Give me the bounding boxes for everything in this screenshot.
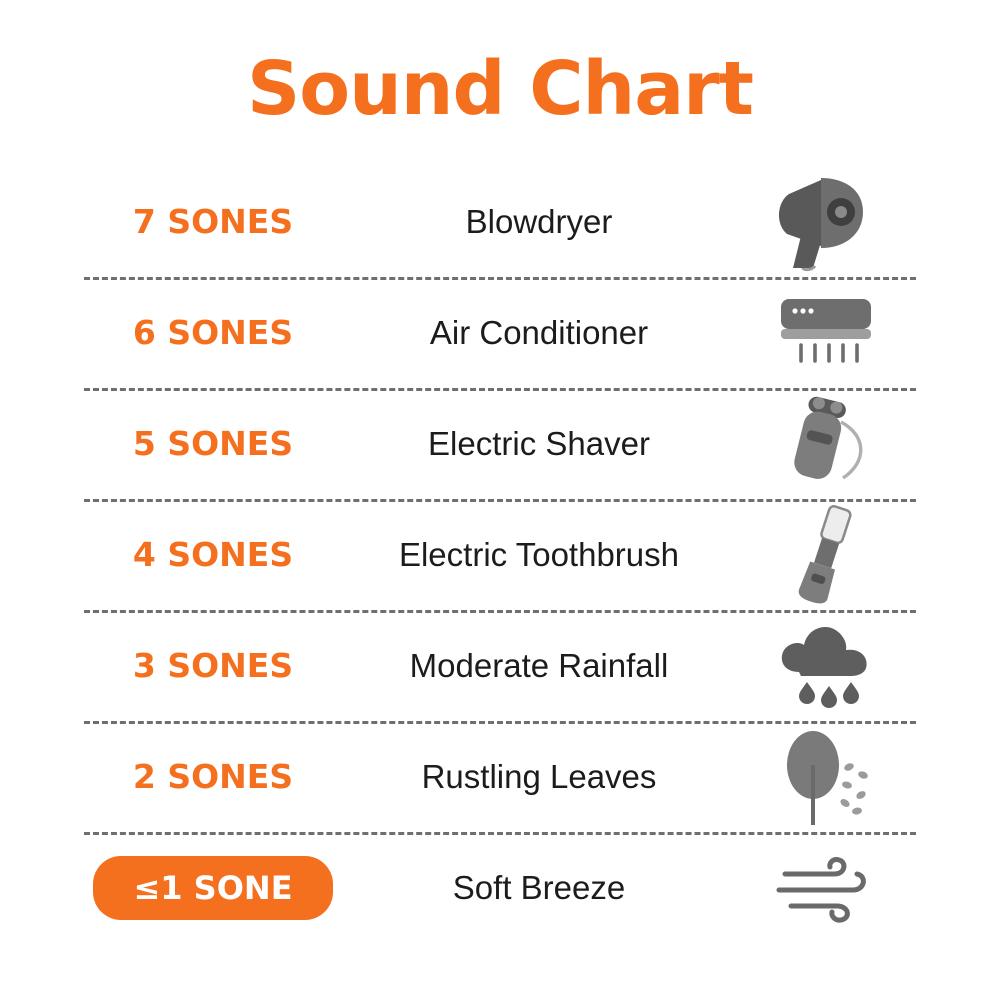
table-row <box>84 388 916 499</box>
electric-shaver-icon <box>771 392 881 496</box>
air-conditioner-icon <box>771 289 881 377</box>
sones-value: 4 SONES <box>132 535 294 574</box>
source-cell <box>342 536 736 574</box>
page-title: Sound Chart <box>246 46 754 132</box>
hairdryer-icon <box>771 172 881 272</box>
icon-cell <box>736 172 916 272</box>
rain-cloud-icon <box>771 616 881 716</box>
sones-value: 7 SONES <box>132 202 294 241</box>
table-row <box>84 166 916 277</box>
source-cell <box>342 647 736 685</box>
source-label: Electric Toothbrush <box>398 535 680 573</box>
sones-value: 6 SONES <box>132 313 294 352</box>
sones-cell <box>84 535 342 574</box>
icon-cell <box>736 289 916 377</box>
source-label: Air Conditioner <box>429 313 649 351</box>
sones-value: 2 SONES <box>132 757 294 796</box>
icon-cell <box>736 392 916 496</box>
icon-cell <box>736 502 916 608</box>
table-row <box>84 721 916 832</box>
row-divider <box>84 610 916 613</box>
row-divider <box>84 388 916 391</box>
source-cell <box>342 869 736 907</box>
source-cell <box>342 314 736 352</box>
sones-cell <box>84 202 342 241</box>
chart-rows <box>0 166 1000 943</box>
icon-cell <box>736 616 916 716</box>
sones-cell <box>84 646 342 685</box>
source-label: Rustling Leaves <box>421 757 657 795</box>
table-row <box>84 832 916 943</box>
source-label: Soft Breeze <box>452 868 626 906</box>
wind-icon <box>771 852 881 924</box>
sones-cell <box>84 313 342 352</box>
sones-cell <box>84 856 342 920</box>
icon-cell <box>736 725 916 829</box>
row-divider <box>84 499 916 502</box>
table-row <box>84 277 916 388</box>
row-divider <box>84 277 916 280</box>
source-label: Blowdryer <box>465 202 613 240</box>
sones-cell <box>84 757 342 796</box>
source-label: Moderate Rainfall <box>409 646 669 684</box>
source-cell <box>342 203 736 241</box>
tree-leaves-icon <box>771 725 881 829</box>
electric-toothbrush-icon <box>771 502 881 608</box>
source-label: Electric Shaver <box>428 424 650 462</box>
row-divider <box>84 832 916 835</box>
sones-value: 5 SONES <box>132 424 294 463</box>
sones-cell <box>84 424 342 463</box>
table-row <box>84 610 916 721</box>
icon-cell <box>736 852 916 924</box>
source-cell <box>342 758 736 796</box>
sones-value-highlight: ≤1 SONE <box>93 856 332 920</box>
sones-value: 3 SONES <box>132 646 294 685</box>
row-divider <box>84 721 916 724</box>
source-cell <box>342 425 736 463</box>
table-row <box>84 499 916 610</box>
